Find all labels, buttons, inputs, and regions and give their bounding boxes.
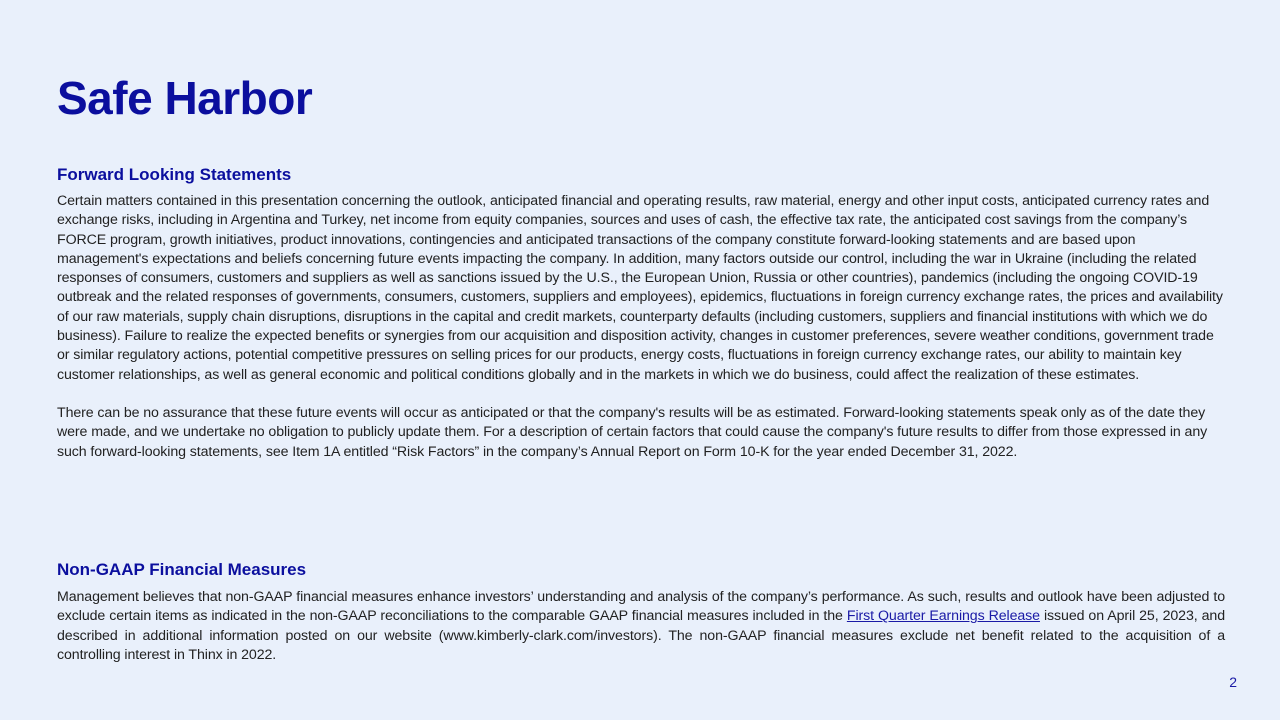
non-gaap-text-before-link: Management believes that non-GAAP financial measures enhance investors’ understanding and analysis of the company’s performance. As such, results and outlook have been adjusted to exclude certain items as indicated in the non-GAAP reconciliations to the comparable GAAP financial measures included in the (57, 589, 1225, 625)
paragraph-spacer (57, 385, 1225, 404)
forward-looking-paragraph-1: Certain matters contained in this presentation concerning the outlook, anticipated financial and operating results, raw material, energy and other input costs, anticipated currency rates and exchange risks, including in Argentina and Turkey, net income from equity companies, sources and uses of cash, the effective tax rate, the anticipated cost savings from the company’s FORCE program, growth initiatives, product innovations, contingencies and anticipated transactions of the company constitute forward-looking statements and are based upon management's expectations and beliefs concerning future events impacting the company. In addition, many factors outside our control, including the war in Ukraine (including the related responses of consumers, customers and suppliers as well as sanctions issued by the U.S., the European Union, Russia or other countries), pandemics (including the ongoing COVID-19 outbreak and the related responses of governments, consumers, customers, suppliers and employees), epidemics, fluctuations in foreign currency exchange rates, the prices and availability of our raw materials, supply chain disruptions, disruptions in the capital and credit markets, counterparty defaults (including customers, suppliers and financial institutions with which we do business). Failure to realize the expected benefits or synergies from our acquisition and disposition activity, changes in customer preferences, severe weather conditions, government trade or similar regulatory actions, potential competitive pressures on selling prices for our products, energy costs, fluctuations in foreign currency exchange rates, our ability to maintain key customer relationships, as well as general economic and political conditions globally and in the markets in which we do business, could affect the realization of these estimates. (57, 193, 1223, 383)
non-gaap-paragraph (57, 588, 1225, 665)
non-gaap-section (57, 559, 1225, 665)
forward-looking-paragraph-2: There can be no assurance that these future events will occur as anticipated or that the company's results will be as estimated. Forward-looking statements speak only as of the date they were made, and we undertake no obligation to publicly update them. For a description of certain factors that could cause the company's future results to differ from those expressed in any such forward-looking statements, see Item 1A entitled “Risk Factors” in the company’s Annual Report on Form 10-K for the year ended December 31, 2022. (57, 404, 1208, 460)
non-gaap-heading: Non-GAAP Financial Measures (57, 560, 307, 579)
forward-looking-section (57, 164, 1225, 462)
slide-title: Safe Harbor (57, 72, 313, 124)
forward-looking-heading: Forward Looking Statements (57, 165, 292, 184)
page-number: 2 (1229, 674, 1237, 690)
non-gaap-text-after-link: issued on April 25, 2023, and described in additional information posted on our website (www.kimberly-clark.com/investors). The non-GAAP financial measures exclude net benefit related to the acquisition of a controlling interest in Thinx in 2022. (57, 608, 1225, 663)
earnings-release-link[interactable]: First Quarter Earnings Release (846, 608, 1040, 625)
